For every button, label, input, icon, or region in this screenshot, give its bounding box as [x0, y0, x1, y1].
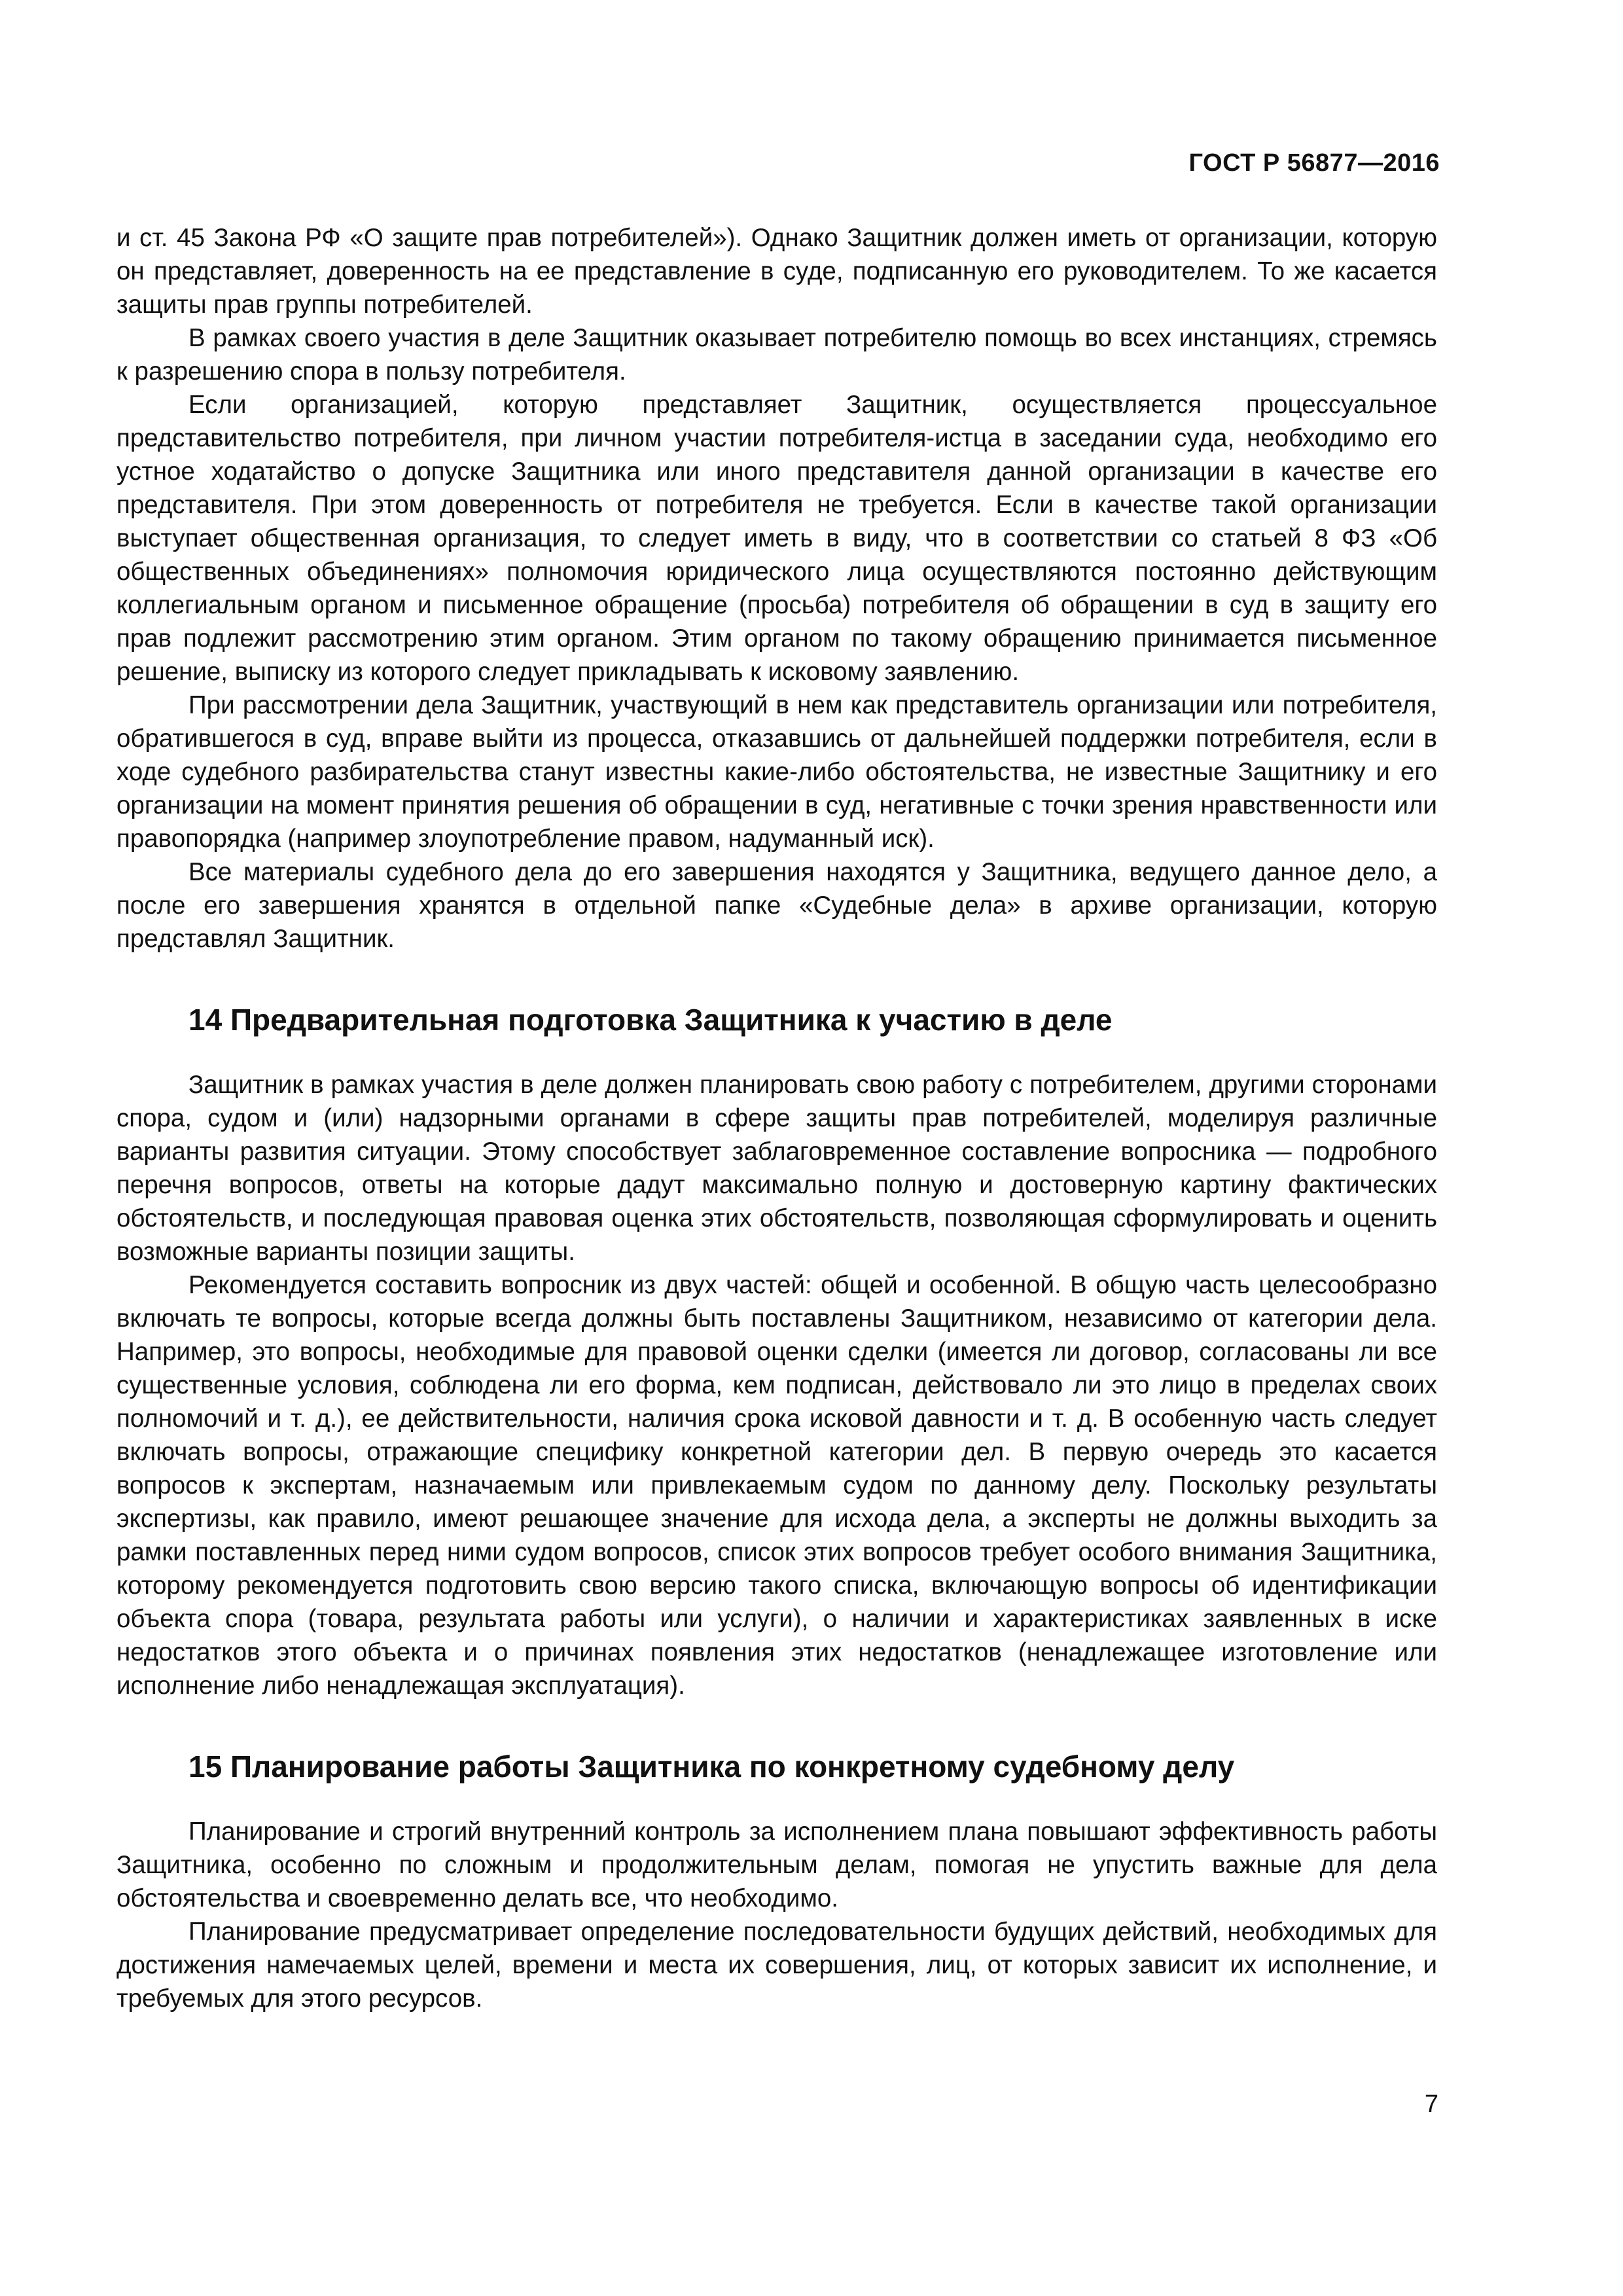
paragraph: Планирование предусматривает определение последовательности будущих действий, необходимых для достижения намечаемых целей, времени и места их совершения, лиц, от которых зависит их исполнение, и требуемых для этого ресурсов. — [116, 1918, 1437, 2013]
page-number: 7 — [1424, 2090, 1438, 2118]
paragraph: В рамках своего участия в деле Защитник оказывает потребителю помощь во всех инстанциях, стремясь к разрешению спора в пользу потребителя. — [116, 324, 1437, 386]
page-body — [116, 221, 1437, 2015]
paragraph: Планирование и строгий внутренний контроль за исполнением плана повышают эффективность работы Защитника, особенно по сложным и продолжительным делам, помогая не упустить важные для дела обстоятельства и своевременно делать все, что необходимо. — [116, 1818, 1437, 1912]
paragraph: Если организацией, которую представляет Защитник, осуществляется процессуальное представительство потребителя, при личном участии потребителя-истца в заседании суда, необходимо его устное ходатайство о допуске Защитника или иного представителя данной организации в качестве его представителя. При этом доверенность от потребителя не требуется. Если в качестве такой организации выступает общественная организация, то следует иметь в виду, что в соответствии со статьей 8 ФЗ «Об общественных объединениях» полномочия юридического лица осуществляются постоянно действующим коллегиальным органом и письменное обращение (просьба) потребителя об обращении в суд в защиту его прав подлежит рассмотрению этим органом. Этим органом по такому обращению принимается письменное решение, выписку из которого следует прикладывать к исковому заявлению. — [116, 391, 1437, 686]
section-14-title: 14 Предварительная подготовка Защитника к участию в деле — [188, 1003, 1113, 1037]
document-code: ГОСТ Р 56877—2016 — [1188, 149, 1440, 177]
paragraph: Все материалы судебного дела до его завершения находятся у Защитника, ведущего данное дело, а после его завершения хранятся в отдельной папке «Судебные дела» в архиве организации, которую представлял Защитник. — [116, 858, 1437, 953]
paragraph: При рассмотрении дела Защитник, участвующий в нем как представитель организации или потребителя, обратившегося в суд, вправе выйти из процесса, отказавшись от дальнейшей поддержки потребителя, если в ходе судебного разбирательства станут известны какие-либо обстоятельства, не известные Защитнику и его организации на момент принятия решения об обращении в суд, негативные с точки зрения нравственности или правопорядка (например злоупотребление правом, надуманный иск). — [116, 691, 1437, 853]
paragraph: Защитник в рамках участия в деле должен планировать свою работу с потребителем, другими сторонами спора, судом и (или) надзорными органами в сфере защиты прав потребителей, моделируя различные варианты развития ситуации. Этому способствует заблаговременное составление вопросника — подробного перечня вопросов, ответы на которые дадут максимально полную и достоверную картину фактических обстоятельств, и последующая правовая оценка этих обстоятельств, позволяющая сформулировать и оценить возможные варианты позиции защиты. — [116, 1071, 1437, 1266]
paragraph-continued: и ст. 45 Закона РФ «О защите прав потребителей»). Однако Защитник должен иметь от организации, которую он представляет, доверенность на ее представление в суде, подписанную его руководителем. То же касается защиты прав группы потребителей. — [116, 224, 1437, 319]
section-15-title: 15 Планирование работы Защитника по конкретному судебному делу — [188, 1749, 1235, 1784]
paragraph: Рекомендуется составить вопросник из двух частей: общей и особенной. В общую часть целесообразно включать те вопросы, которые всегда должны быть поставлены Защитником, независимо от категории дела. Например, это вопросы, необходимые для правовой оценки сделки (имеется ли договор, согласованы ли все существенные условия, соблюдена ли его форма, кем подписан, действовало ли это лицо в пределах своих полномочий и т. д.), ее действительности, наличия срока исковой давности и т. д. В особенную часть следует включать вопросы, отражающие специфику конкретной категории дел. В первую очередь это касается вопросов к экспертам, назначаемым или привлекаемым судом по данному делу. Поскольку результаты экспертизы, как правило, имеют решающее значение для исхода дела, а эксперты не должны выходить за рамки поставленных перед ними судом вопросов, список этих вопросов требует особого внимания Защитника, которому рекомендуется подготовить свою версию такого списка, включающую вопросы об идентификации объекта спора (товара, результата работы или услуги), о наличии и характеристиках заявленных в иске недостатков этого объекта и о причинах появления этих недостатков (ненадлежащее изготовление или исполнение либо ненадлежащая эксплуатация). — [116, 1271, 1437, 1700]
